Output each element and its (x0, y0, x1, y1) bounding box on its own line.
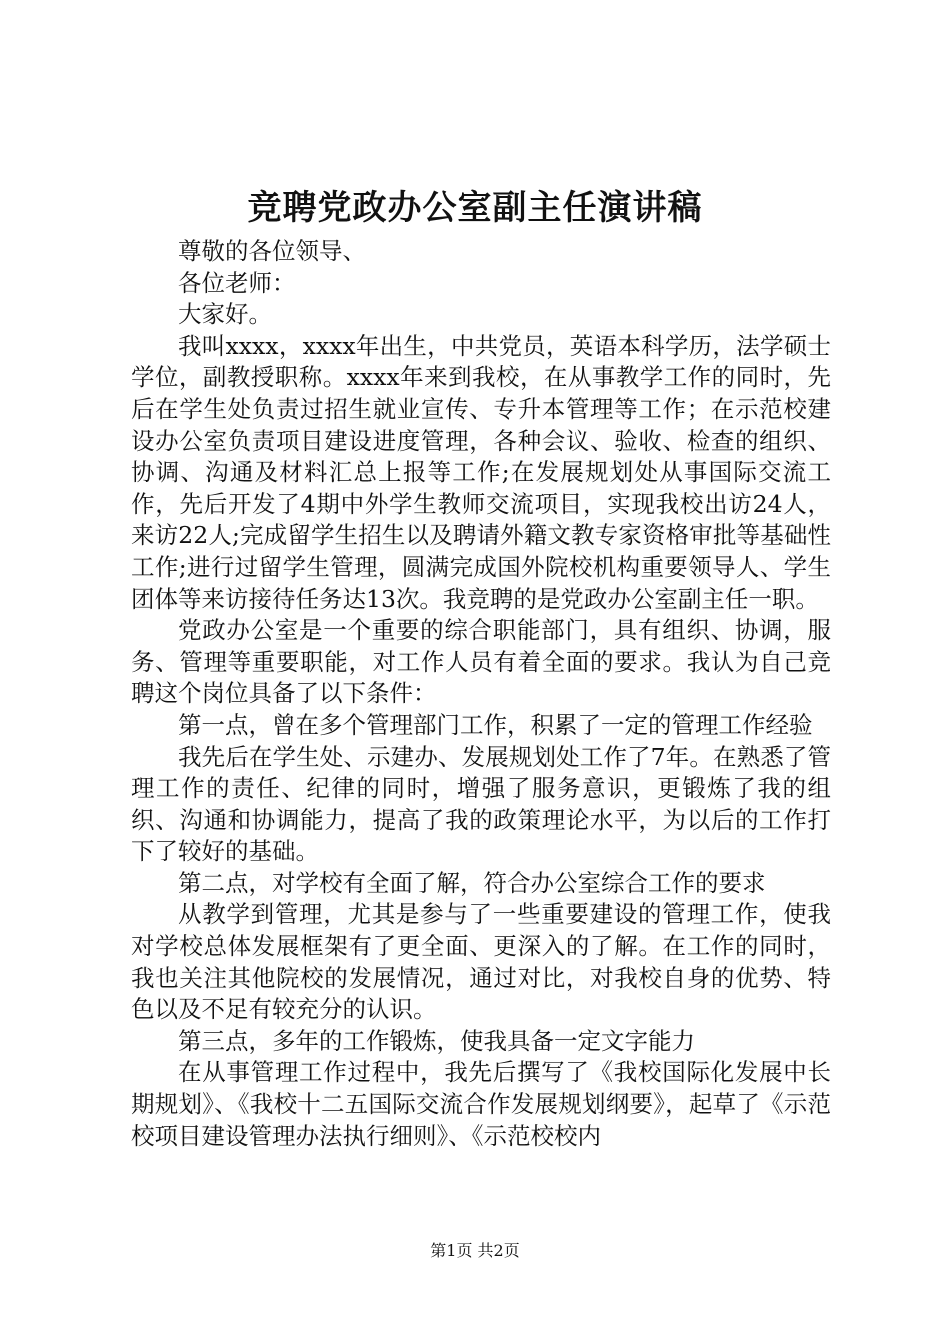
body-paragraph: 我叫xxxx，xxxx年出生，中共党员，英语本科学历，法学硕士学位，副教授职称。xxxx年来到我校，在从事教学工作的同时，先后在学生处负责过招生就业宣传、专升本管理等工作；在示范校建设办公室负责项目建设进度管理，各种会议、验收、检查的组织、协调、沟通及材料汇总上报等工作;在发展规划处从事国际交流工作，先后开发了4期中外学生教师交流项目，实现我校出访24人，来访22人;完成留学生招生以及聘请外籍文教专家资格审批等基础性工作;进行过留学生管理，圆满完成国外院校机构重要领导人、学生团体等来访接待任务达13次。我竞聘的是党政办公室副主任一职。 (131, 331, 831, 613)
body-paragraph: 在从事管理工作过程中，我先后撰写了《我校国际化发展中长期规划》、《我校十二五国际交流合作发展规划纲要》，起草了《示范校项目建设管理办法执行细则》、《示范校校内 (131, 1058, 831, 1150)
section-heading: 第二点，对学校有全面了解，符合办公室综合工作的要求 (178, 868, 766, 897)
body-paragraph: 从教学到管理，尤其是参与了一些重要建设的管理工作，使我对学校总体发展框架有了更全面、更深入的了解。在工作的同时，我也关注其他院校的发展情况，通过对比，对我校自身的优势、特色以及不足有较充分的认识。 (131, 900, 831, 1024)
body-paragraph: 我先后在学生处、示建办、发展规划处工作了7年。在熟悉了管理工作的责任、纪律的同时，增强了服务意识，更锻炼了我的组织、沟通和协调能力，提高了我的政策理论水平，为以后的工作打下了较好的基础。 (131, 742, 831, 866)
page-footer: 第1页 共2页 (430, 1241, 520, 1260)
section-heading: 第一点，曾在多个管理部门工作，积累了一定的管理工作经验 (178, 710, 813, 739)
document-title: 竞聘党政办公室副主任演讲稿 (247, 188, 703, 228)
salutation-line: 各位老师： (178, 268, 296, 297)
body-paragraph: 党政办公室是一个重要的综合职能部门，具有组织、协调，服务、管理等重要职能，对工作人员有着全面的要求。我认为自己竞聘这个岗位具备了以下条件： (131, 616, 831, 708)
section-heading: 第三点，多年的工作锻炼，使我具备一定文字能力 (178, 1026, 695, 1055)
document-body (131, 236, 831, 1152)
salutation-line: 尊敬的各位领导、 (178, 237, 366, 265)
greeting-line: 大家好。 (178, 300, 272, 329)
